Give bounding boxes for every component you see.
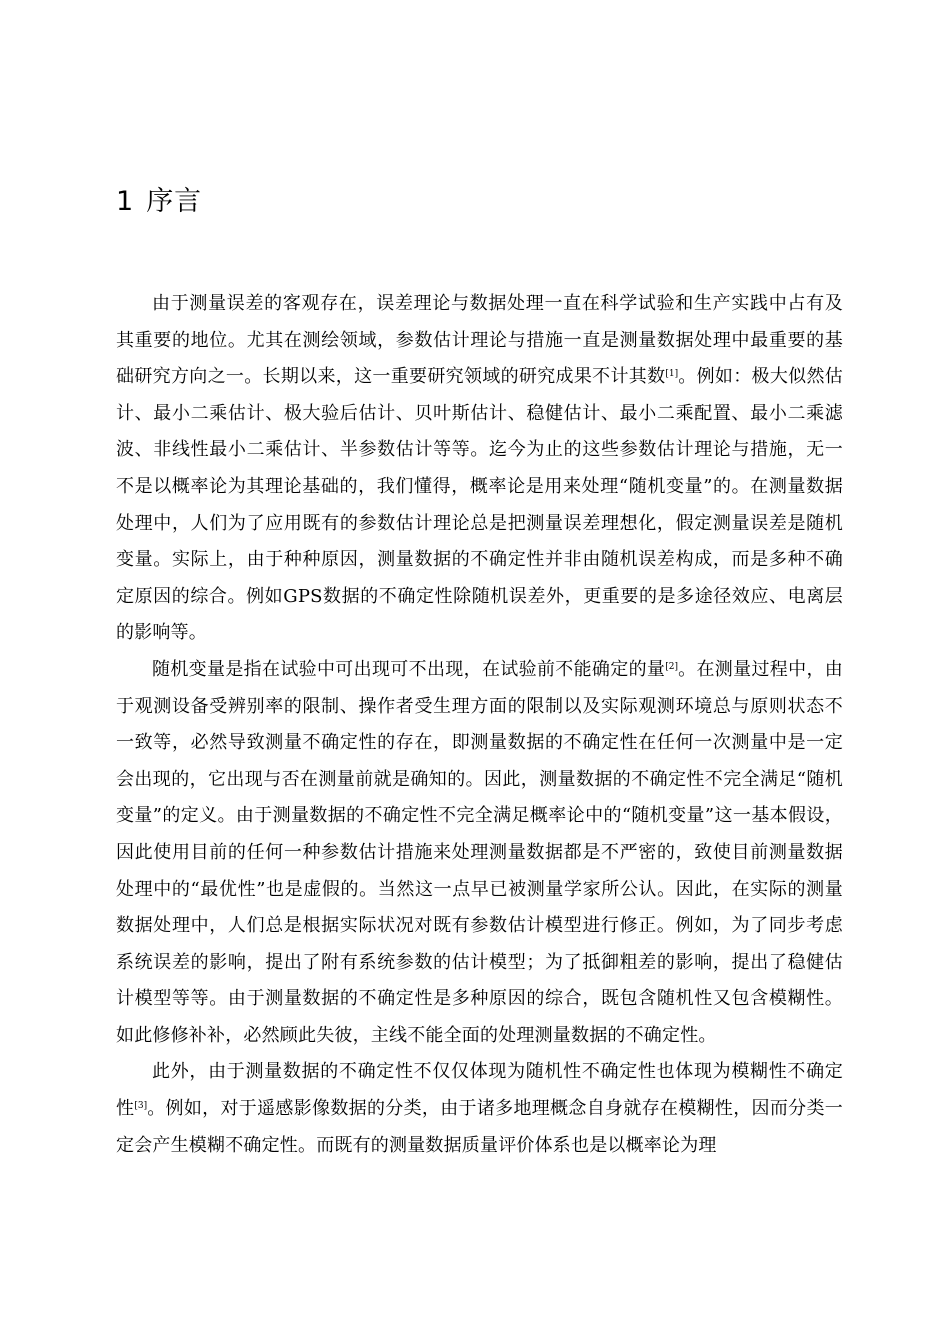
paragraph-3 xyxy=(116,1054,843,1164)
paragraph-text: 。例如，对于遥感影像数据的分类，由于诸多地理概念自身就存在模糊性，因而分类一定会产生模糊不确定性。而既有的测量数据质量评价体系也是以概率论为理 xyxy=(116,1098,843,1156)
paragraph-2 xyxy=(116,652,843,1055)
citation-ref-1: [1] xyxy=(665,369,679,380)
citation-ref-3: [3] xyxy=(134,1101,148,1112)
section-heading xyxy=(116,180,202,224)
paragraph-text: 随机变量是指在试验中可出现可不出现，在试验前不能确定的量 xyxy=(152,658,666,680)
body-text xyxy=(116,286,843,1164)
paragraph-text: 。例如：极大似然估计、最小二乘估计、极大验后估计、贝叶斯估计、稳健估计、最小二乘配置、最小二乘滤波、非线性最小二乘估计、半参数估计等等。迄今为止的这些参数估计理论与措施，无一不是以概率论为其理论基础的，我们懂得，概率论是用来处理“随机变量”的。在测量数据处理中，人们为了应用既有的参数估计理论总是把测量误差理想化，假定测量误差是随机变量。实际上，由于种种原因，测量数据的不确定性并非由随机误差构成，而是多种不确定原因的综合。例如GPS数据的不确定性除随机误差外，更重要的是多途径效应、电离层的影响等。 xyxy=(116,366,843,644)
paragraph-text: 此外，由于测量数据的不确定性不仅仅体现为随机性不确定性也体现为模糊性不确定性 xyxy=(116,1061,843,1120)
paragraph-1 xyxy=(116,286,843,652)
section-title: 序言 xyxy=(146,186,203,217)
paragraph-text: 由于测量误差的客观存在，误差理论与数据处理一直在科学试验和生产实践中占有及其重要的地位。尤其在测绘领域，参数估计理论与措施一直是测量数据处理中最重要的基础研究方向之一。长期以来，这一重要研究领域的研究成果不计其数 xyxy=(116,293,843,388)
paragraph-text: 。在测量过程中，由于观测设备受辨别率的限制、操作者受生理方面的限制以及实际观测环境总与原则状态不一致等，必然导致测量不确定性的存在，即测量数据的不确定性在任何一次测量中是一定会出现的，它出现与否在测量前就是确知的。因此，测量数据的不确定性不完全满足“随机变量”的定义。由于测量数据的不确定性不完全满足概率论中的“随机变量”这一基本假设，因此使用目前的任何一种参数估计措施来处理测量数据都是不严密的，致使目前测量数据处理中的“最优性”也是虚假的。当然这一点早已被测量学家所公认。因此，在实际的测量数据处理中，人们总是根据实际状况对既有参数估计模型进行修正。例如，为了同步考虑系统误差的影响，提出了附有系统参数的估计模型；为了抵御粗差的影响，提出了稳健估计模型等等。由于测量数据的不确定性是多种原因的综合，既包含随机性又包含模糊性。如此修修补补，必然顾此失彼，主线不能全面的处理测量数据的不确定性。 xyxy=(116,658,843,1046)
section-number: 1 xyxy=(116,186,135,217)
citation-ref-2: [2] xyxy=(665,661,679,672)
